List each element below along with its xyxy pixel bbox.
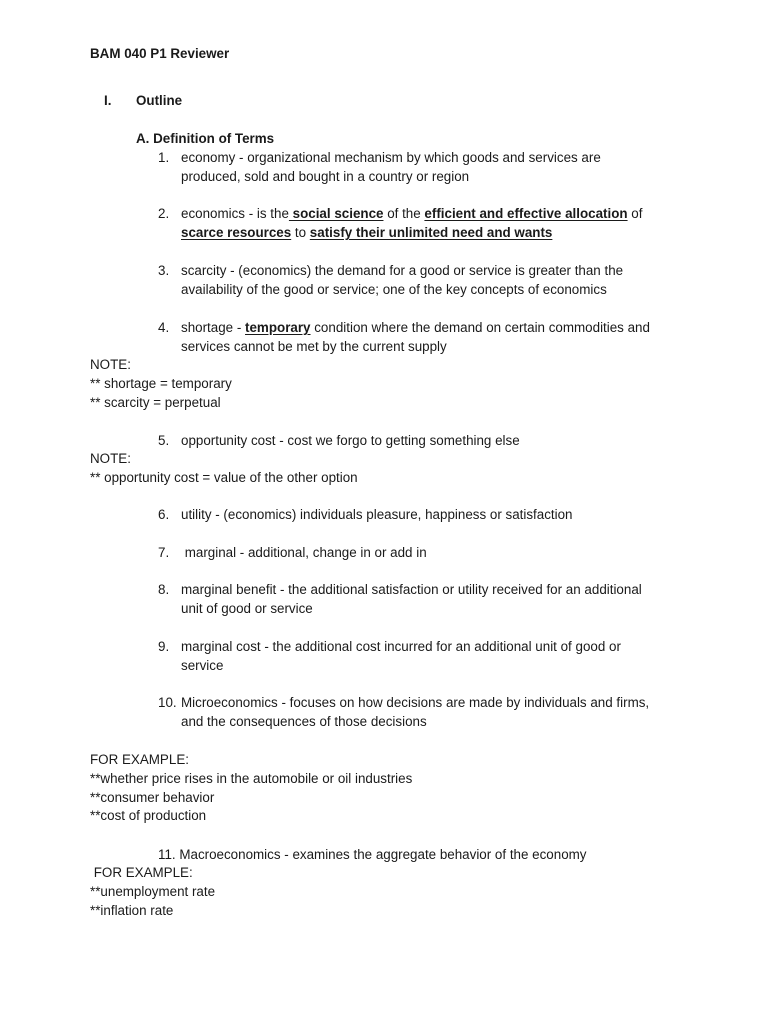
list-item-6-text: utility - (economics) individuals pleasure, happiness or satisfaction xyxy=(181,507,573,522)
list-item-4-number: 4. xyxy=(158,320,170,335)
document-title: BAM 040 P1 Reviewer xyxy=(90,46,230,61)
example-label: FOR EXAMPLE: xyxy=(90,865,193,880)
list-item-3-number: 3. xyxy=(158,263,170,278)
example-line: **whether price rises in the automobile or oil industries xyxy=(90,771,413,786)
list-item-9-number: 9. xyxy=(158,639,170,654)
note-line: ** shortage = temporary xyxy=(90,376,232,391)
section-heading-definitions: A. Definition of Terms xyxy=(136,131,275,146)
list-item-4-line2: services cannot be met by the current supply xyxy=(181,339,447,354)
note-label: NOTE: xyxy=(90,357,131,372)
list-item-7-text: marginal - additional, change in or add in xyxy=(181,545,427,560)
example-line: **inflation rate xyxy=(90,903,174,918)
note-label: NOTE: xyxy=(90,451,131,466)
text: to xyxy=(291,225,310,240)
list-item-10-number: 10. xyxy=(158,695,177,710)
list-item-10-line1: Microeconomics - focuses on how decisions are made by individuals and firms, xyxy=(181,695,650,710)
emphasis-scarce-resources: scarce resources xyxy=(181,225,292,240)
outline-numeral: I. xyxy=(104,93,112,108)
list-item-6-number: 6. xyxy=(158,507,170,522)
list-item-8-line2: unit of good or service xyxy=(181,601,313,616)
list-item-5-number: 5. xyxy=(158,433,170,448)
list-item-11-text: 11. Macroeconomics - examines the aggregate behavior of the economy xyxy=(158,847,587,862)
list-item-2-line2 xyxy=(181,223,552,242)
text: of xyxy=(627,206,643,221)
list-item-9-line2: service xyxy=(181,658,224,673)
emphasis-efficient-allocation: efficient and effective allocation xyxy=(424,206,628,221)
list-item-9-line1: marginal cost - the additional cost incurred for an additional unit of good or xyxy=(181,639,621,654)
example-line: **cost of production xyxy=(90,808,207,823)
emphasis-social-science: social science xyxy=(288,206,384,221)
emphasis-unlimited-wants: satisfy their unlimited need and wants xyxy=(309,225,553,240)
list-item-1-number: 1. xyxy=(158,150,170,165)
list-item-1-line1: economy - organizational mechanism by which goods and services are xyxy=(181,150,601,165)
note-line: ** opportunity cost = value of the other option xyxy=(90,470,358,485)
list-item-7-number: 7. xyxy=(158,545,170,560)
example-line: **unemployment rate xyxy=(90,884,216,899)
list-item-10-line2: and the consequences of those decisions xyxy=(181,714,427,729)
list-item-3-line1: scarcity - (economics) the demand for a good or service is greater than the xyxy=(181,263,624,278)
list-item-8-number: 8. xyxy=(158,582,170,597)
list-item-2-number: 2. xyxy=(158,206,170,221)
text: shortage - xyxy=(181,320,246,335)
text: economics - is the xyxy=(181,206,289,221)
list-item-5-text: opportunity cost - cost we forgo to getting something else xyxy=(181,433,520,448)
note-line: ** scarcity = perpetual xyxy=(90,395,221,410)
emphasis-temporary: temporary xyxy=(245,320,311,335)
example-line: **consumer behavior xyxy=(90,790,215,805)
list-item-4-line1 xyxy=(181,318,650,337)
text: condition where the demand on certain commodities and xyxy=(310,320,650,335)
text: of the xyxy=(383,206,425,221)
example-label: FOR EXAMPLE: xyxy=(90,752,189,767)
list-item-1-line2: produced, sold and bought in a country or region xyxy=(181,169,470,184)
list-item-2-line1 xyxy=(181,204,642,223)
outline-heading: Outline xyxy=(136,93,183,108)
list-item-8-line1: marginal benefit - the additional satisfaction or utility received for an additional xyxy=(181,582,642,597)
list-item-3-line2: availability of the good or service; one of the key concepts of economics xyxy=(181,282,607,297)
